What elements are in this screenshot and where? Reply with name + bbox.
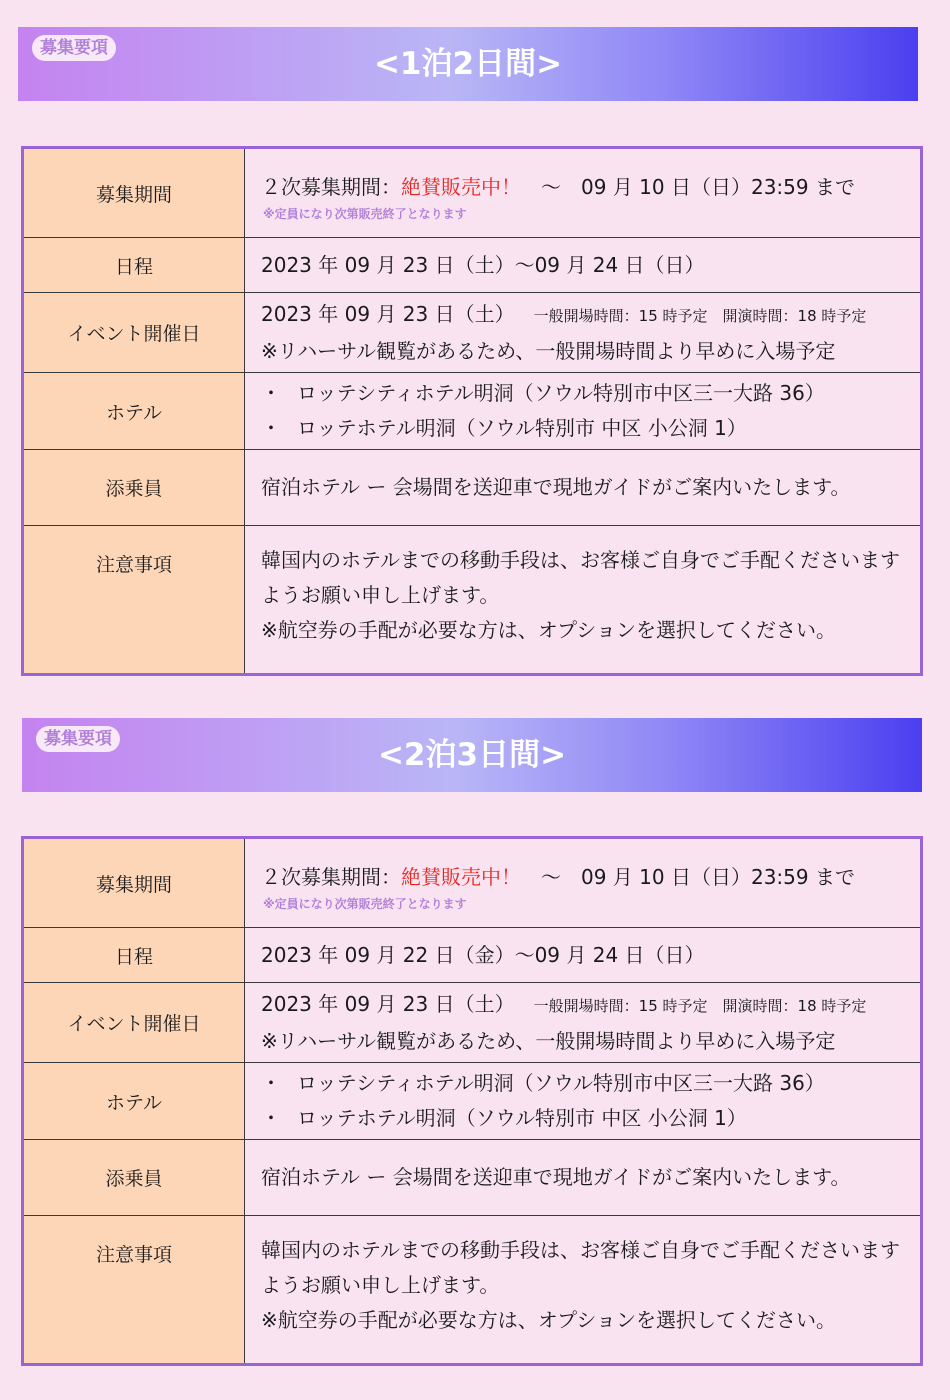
schedule-label: 日程 xyxy=(23,238,245,293)
bullet: ・ xyxy=(261,381,281,405)
event-note: ※リハーサル観覧があるため、一般開場時間より早めに入場予定 xyxy=(261,1028,836,1053)
bullet: ・ xyxy=(261,1106,281,1130)
event-label: イベント開催日 xyxy=(23,293,245,373)
row-schedule xyxy=(23,928,922,983)
hotel-name: ロッテホテル明洞（ソウル特別市 中区 小公洞 1） xyxy=(297,1106,747,1130)
event-label: イベント開催日 xyxy=(23,983,245,1063)
period-value xyxy=(245,148,922,238)
notice-line: 韓国内のホテルまでの移動手段は、お客様ご自身でご手配くださいます xyxy=(261,1238,900,1262)
notice-value xyxy=(245,1216,922,1365)
period-label: 募集期間 xyxy=(23,838,245,928)
event-times: 一般開場時間：15 時予定 開演時間：18 時予定 xyxy=(533,306,867,325)
recruitment-table xyxy=(21,146,923,676)
hotel-name: ロッテホテル明洞（ソウル特別市 中区 小公洞 1） xyxy=(297,416,747,440)
row-event xyxy=(23,983,922,1063)
event-date: 2023 年 09 月 23 日（土） xyxy=(261,991,515,1016)
recruitment-badge: 募集要項 xyxy=(32,35,116,61)
escort-text: 宿泊ホテル ー 会場間を送迎車で現地ガイドがご案内いたします。 xyxy=(261,1165,851,1189)
sellout-note: ※定員になり次第販売終了となります xyxy=(263,206,467,221)
row-hotel xyxy=(23,1063,922,1140)
hotel-label: ホテル xyxy=(23,373,245,450)
row-escort xyxy=(23,1140,922,1216)
row-hotel xyxy=(23,373,922,450)
escort-text: 宿泊ホテル ー 会場間を送迎車で現地ガイドがご案内いたします。 xyxy=(261,475,851,499)
escort-label: 添乗員 xyxy=(23,450,245,526)
plan-title: <2泊3日間> xyxy=(377,737,567,773)
schedule-text: 2023 年 09 月 22 日（金）～09 月 24 日（日） xyxy=(261,942,705,967)
hotel-name: ロッテシティホテル明洞（ソウル特別市中区三一大路 36） xyxy=(297,1071,825,1095)
plan-title: <1泊2日間> xyxy=(373,46,563,82)
schedule-text: 2023 年 09 月 23 日（土）～09 月 24 日（日） xyxy=(261,252,705,277)
notice-label: 注意事項 xyxy=(23,526,245,675)
recruitment-badge: 募集要項 xyxy=(36,726,120,752)
schedule-value xyxy=(245,928,922,983)
row-period xyxy=(23,838,922,928)
hotel-name: ロッテシティホテル明洞（ソウル特別市中区三一大路 36） xyxy=(297,381,825,405)
hotel-value xyxy=(245,373,922,450)
event-value xyxy=(245,983,922,1063)
row-schedule xyxy=(23,238,922,293)
row-period xyxy=(23,148,922,238)
escort-label: 添乗員 xyxy=(23,1140,245,1216)
period-label: 募集期間 xyxy=(23,148,245,238)
recruitment-table xyxy=(21,836,923,1366)
list-item xyxy=(261,411,920,446)
row-notice xyxy=(23,526,922,675)
notice-line: ようお願い申し上げます。 xyxy=(261,1273,500,1297)
sale-status: 絶賛販売中！ xyxy=(401,174,521,199)
schedule-value xyxy=(245,238,922,293)
escort-value xyxy=(245,1140,922,1216)
notice-line: ようお願い申し上げます。 xyxy=(261,583,500,607)
event-note: ※リハーサル観覧があるため、一般開場時間より早めに入場予定 xyxy=(261,338,836,363)
notice-line: ※航空券の手配が必要な方は、オプションを選択してください。 xyxy=(261,1308,836,1332)
period-value xyxy=(245,838,922,928)
row-event xyxy=(23,293,922,373)
period-deadline: ～ 09 月 10 日（日）23:59 まで xyxy=(521,864,855,889)
sellout-note: ※定員になり次第販売終了となります xyxy=(263,896,467,911)
event-value xyxy=(245,293,922,373)
notice-line: ※航空券の手配が必要な方は、オプションを選択してください。 xyxy=(261,618,836,642)
sale-status: 絶賛販売中！ xyxy=(401,864,521,889)
hotel-value xyxy=(245,1063,922,1140)
period-deadline: ～ 09 月 10 日（日）23:59 まで xyxy=(521,174,855,199)
list-item xyxy=(261,1066,920,1101)
bullet: ・ xyxy=(261,416,281,440)
event-date: 2023 年 09 月 23 日（土） xyxy=(261,301,515,326)
event-times: 一般開場時間：15 時予定 開演時間：18 時予定 xyxy=(533,996,867,1015)
section-banner xyxy=(18,27,918,101)
bullet: ・ xyxy=(261,1071,281,1095)
row-escort xyxy=(23,450,922,526)
hotel-label: ホテル xyxy=(23,1063,245,1140)
escort-value xyxy=(245,450,922,526)
schedule-label: 日程 xyxy=(23,928,245,983)
notice-line: 韓国内のホテルまでの移動手段は、お客様ご自身でご手配くださいます xyxy=(261,548,900,572)
period-prefix: ２次募集期間： xyxy=(261,174,401,199)
period-prefix: ２次募集期間： xyxy=(261,864,401,889)
notice-label: 注意事項 xyxy=(23,1216,245,1365)
list-item xyxy=(261,376,920,411)
notice-value xyxy=(245,526,922,675)
list-item xyxy=(261,1101,920,1136)
row-notice xyxy=(23,1216,922,1365)
section-banner xyxy=(22,718,922,792)
